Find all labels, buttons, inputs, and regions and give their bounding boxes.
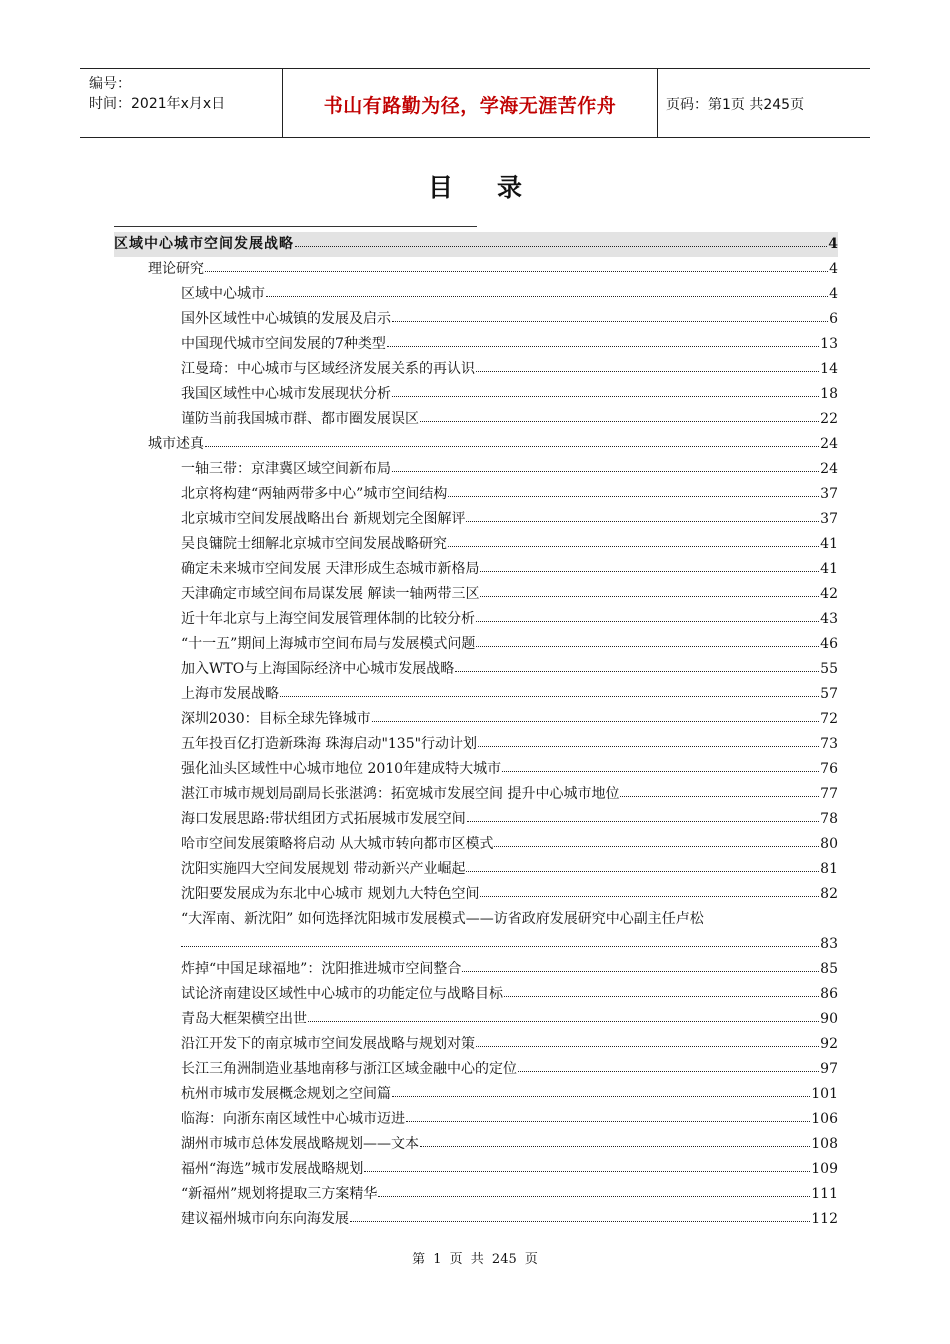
- toc-entry-title: 中国现代城市空间发展的7种类型: [181, 336, 386, 352]
- toc-entry-title: 五年投百亿打造新珠海 珠海启动"135"行动计划: [181, 736, 478, 752]
- toc-entry-page: 108: [811, 1136, 838, 1152]
- toc-entry-page: 97: [820, 1061, 838, 1077]
- header-page-cell: [658, 69, 870, 137]
- toc-entry-title: 沈阳实施四大空间发展规划 带动新兴产业崛起: [181, 861, 466, 877]
- toc-entry-page: 101: [811, 1086, 838, 1102]
- toc-entry-title: 海口发展思路:带状组团方式拓展城市发展空间: [181, 811, 466, 827]
- toc-entry[interactable]: [114, 457, 838, 482]
- toc-entry[interactable]: [114, 857, 838, 882]
- toc-entry-title: 沿江开发下的南京城市空间发展战略与规划对策: [181, 1036, 475, 1052]
- toc-entry[interactable]: [114, 1207, 838, 1232]
- toc-entry-page: 22: [820, 411, 838, 427]
- page-title: 目录: [427, 173, 566, 202]
- toc-entry-title: 一轴三带：京津冀区域空间新布局: [181, 461, 391, 477]
- document-number-label: 编号：: [89, 76, 131, 92]
- toc-entry-title: “大浑南、新沈阳” 如何选择沈阳城市发展模式——访省政府发展研究中心副主任卢松: [181, 911, 704, 927]
- toc-entry-title: 城市述真: [148, 436, 204, 452]
- toc-entry[interactable]: [114, 832, 838, 857]
- toc-leader-dots: [476, 1046, 819, 1047]
- toc-entry-page: 90: [820, 1011, 838, 1027]
- toc-leader-dots: [280, 696, 819, 697]
- toc-entry[interactable]: [114, 657, 838, 682]
- toc-entry-page: 80: [820, 836, 838, 852]
- toc-entry[interactable]: [114, 1032, 838, 1057]
- toc-leader-dots: [518, 1071, 819, 1072]
- toc-leader-dots: [476, 371, 819, 372]
- toc-leader-dots: [350, 1221, 810, 1222]
- toc-entry-title: 国外区域性中心城镇的发展及启示: [181, 311, 391, 327]
- toc-entry-title: 区域中心城市: [181, 286, 265, 302]
- toc-entry-title: 试论济南建设区域性中心城市的功能定位与战略目标: [181, 986, 503, 1002]
- toc-entry-page: 112: [811, 1211, 838, 1227]
- toc-entry-title: 杭州市城市发展概念规划之空间篇: [181, 1086, 391, 1102]
- toc-entry-title: 确定未来城市空间发展 天津形成生态城市新格局: [181, 561, 480, 577]
- toc-leader-dots: [392, 321, 828, 322]
- toc-leader-dots: [476, 646, 819, 647]
- toc-entry-page: 37: [820, 486, 838, 502]
- toc-leader-dots: [494, 846, 819, 847]
- toc-entry-page: 85: [820, 961, 838, 977]
- toc-leader-dots: [448, 496, 819, 497]
- toc-entry-title: 青岛大框架横空出世: [181, 1011, 307, 1027]
- toc-entry-page: 109: [811, 1161, 838, 1177]
- toc-entry[interactable]: [114, 1107, 838, 1132]
- toc-entry-title: 北京城市空间发展战略出台 新规划完全图解评: [181, 511, 466, 527]
- toc-entry[interactable]: [114, 482, 838, 507]
- toc-leader-dots: [205, 271, 828, 272]
- header-page-info: 页码：第1页 共245页: [666, 97, 805, 113]
- toc-entry[interactable]: [114, 357, 838, 382]
- table-of-contents: [114, 232, 838, 1232]
- header-meta-cell: [80, 69, 282, 137]
- toc-entry-title: 谨防当前我国城市群、都市圈发展误区: [181, 411, 419, 427]
- toc-entry-title: 区域中心城市空间发展战略: [114, 236, 294, 252]
- toc-entry-title: 北京将构建“两轴两带多中心”城市空间结构: [181, 486, 448, 502]
- toc-entry[interactable]: [114, 232, 838, 257]
- toc-leader-dots: [378, 1196, 810, 1197]
- toc-entry-page: 78: [820, 811, 838, 827]
- toc-leader-dots: [480, 571, 819, 572]
- toc-entry[interactable]: [114, 557, 838, 582]
- toc-leader-dots: [420, 421, 819, 422]
- toc-entry-title: 天津确定市域空间布局谋发展 解读一轴两带三区: [181, 586, 480, 602]
- toc-entry-page: 111: [811, 1186, 838, 1202]
- toc-entry[interactable]: [114, 707, 838, 732]
- toc-entry[interactable]: [114, 432, 838, 457]
- toc-leader-dots: [266, 296, 828, 297]
- toc-entry-page: 4: [829, 261, 838, 277]
- toc-leader-dots: [295, 246, 827, 247]
- toc-entry-title: 临海：向浙东南区域性中心城市迈进: [181, 1111, 405, 1127]
- header-motto: 书山有路勤为径，学海无涯苦作舟: [323, 95, 617, 117]
- toc-leader-dots: [504, 996, 819, 997]
- toc-entry-title: 福州“海选”城市发展战略规划: [181, 1161, 364, 1177]
- toc-leader-dots: [205, 446, 819, 447]
- toc-leader-dots: [448, 546, 819, 547]
- toc-entry[interactable]: [114, 532, 838, 557]
- toc-entry[interactable]: [114, 982, 838, 1007]
- toc-entry-page: 83: [820, 936, 838, 952]
- toc-entry-page: 57: [820, 686, 838, 702]
- toc-leader-dots: [372, 721, 819, 722]
- toc-entry-page: 92: [820, 1036, 838, 1052]
- toc-entry-page: 86: [820, 986, 838, 1002]
- toc-entry[interactable]: [114, 307, 838, 332]
- toc-entry-page: 18: [820, 386, 838, 402]
- toc-entry[interactable]: [114, 407, 838, 432]
- toc-entry[interactable]: [114, 632, 838, 657]
- toc-entry-title: 强化汕头区域性中心城市地位 2010年建成特大城市: [181, 761, 502, 777]
- toc-entry-title: 上海市发展战略: [181, 686, 279, 702]
- toc-leader-dots: [502, 771, 819, 772]
- toc-entry[interactable]: [114, 732, 838, 757]
- toc-leader-dots: [308, 1021, 819, 1022]
- toc-entry-page: 41: [820, 561, 838, 577]
- toc-entry-title: 深圳2030：目标全球先锋城市: [181, 711, 371, 727]
- toc-entry[interactable]: [114, 882, 838, 907]
- toc-entry-page: 55: [820, 661, 838, 677]
- toc-entry[interactable]: [114, 332, 838, 357]
- toc-leader-dots: [466, 871, 819, 872]
- toc-entry[interactable]: [114, 582, 838, 607]
- toc-leader-dots: [467, 821, 819, 822]
- toc-entry-page: 24: [820, 461, 838, 477]
- toc-entry-page: 37: [820, 511, 838, 527]
- toc-entry-title: 长江三角洲制造业基地南移与浙江区域金融中心的定位: [181, 1061, 517, 1077]
- toc-entry-title: 加入WTO与上海国际经济中心城市发展战略: [181, 661, 455, 677]
- toc-leader-dots: [478, 746, 819, 747]
- toc-leader-dots: [466, 521, 819, 522]
- toc-leader-dots: [406, 1121, 810, 1122]
- toc-entry[interactable]: [114, 957, 838, 982]
- toc-entry-page: 81: [820, 861, 838, 877]
- toc-entry[interactable]: [114, 1082, 838, 1107]
- toc-entry-page: 4: [829, 286, 838, 302]
- toc-entry[interactable]: [114, 782, 838, 807]
- toc-entry[interactable]: [114, 1057, 838, 1082]
- toc-leader-dots: [181, 946, 819, 947]
- toc-entry[interactable]: [114, 1157, 838, 1182]
- title-divider: [114, 226, 477, 227]
- toc-leader-dots: [476, 621, 819, 622]
- toc-entry-page: 82: [820, 886, 838, 902]
- toc-entry[interactable]: [114, 382, 838, 407]
- toc-entry-title: 江曼琦：中心城市与区域经济发展关系的再认识: [181, 361, 475, 377]
- toc-entry[interactable]: [114, 257, 838, 282]
- page-footer: 第 1 页 共 245 页: [412, 1252, 538, 1267]
- toc-entry-title: 理论研究: [148, 261, 204, 277]
- toc-entry-title: 吴良镛院士细解北京城市空间发展战略研究: [181, 536, 447, 552]
- toc-leader-dots: [420, 1146, 810, 1147]
- toc-entry[interactable]: [114, 932, 838, 957]
- toc-entry-title: 我国区域性中心城市发展现状分析: [181, 386, 391, 402]
- toc-entry-page: 14: [820, 361, 838, 377]
- toc-leader-dots: [392, 471, 819, 472]
- document-header: [80, 68, 870, 138]
- toc-leader-dots: [392, 1096, 810, 1097]
- toc-leader-dots: [480, 596, 819, 597]
- toc-entry[interactable]: [114, 607, 838, 632]
- toc-entry-page: 41: [820, 536, 838, 552]
- toc-entry-page: 6: [829, 311, 838, 327]
- toc-entry[interactable]: [114, 757, 838, 782]
- toc-entry-title: 湖州市城市总体发展战略规划——文本: [181, 1136, 419, 1152]
- toc-leader-dots: [620, 796, 819, 797]
- toc-leader-dots: [480, 896, 819, 897]
- toc-entry-page: 4: [828, 236, 838, 252]
- toc-entry-page: 13: [820, 336, 838, 352]
- toc-entry-page: 24: [820, 436, 838, 452]
- toc-entry[interactable]: [114, 282, 838, 307]
- toc-entry[interactable]: [114, 1007, 838, 1032]
- toc-entry[interactable]: [114, 507, 838, 532]
- document-date: 时间：2021年x月x日: [89, 96, 226, 112]
- toc-entry-page: 72: [820, 711, 838, 727]
- toc-entry-title: 建议福州城市向东向海发展: [181, 1211, 349, 1227]
- toc-entry[interactable]: [114, 1182, 838, 1207]
- header-motto-cell: [282, 69, 658, 137]
- toc-entry[interactable]: [114, 1132, 838, 1157]
- toc-entry[interactable]: [114, 807, 838, 832]
- toc-entry-title: “新福州”规划将提取三方案精华: [181, 1186, 378, 1202]
- toc-entry-title: 湛江市城市规划局副局长张湛鸿：拓宽城市发展空间 提升中心城市地位: [181, 786, 620, 802]
- toc-leader-dots: [364, 1171, 810, 1172]
- toc-entry-title: 哈市空间发展策略将启动 从大城市转向都市区模式: [181, 836, 494, 852]
- toc-leader-dots: [392, 396, 819, 397]
- toc-entry[interactable]: [114, 682, 838, 707]
- toc-entry[interactable]: [114, 907, 838, 932]
- toc-entry-title: 炸掉“中国足球福地”：沈阳推进城市空间整合: [181, 961, 462, 977]
- toc-entry-page: 73: [820, 736, 838, 752]
- toc-leader-dots: [387, 346, 819, 347]
- toc-entry-title: “十一五”期间上海城市空间布局与发展模式问题: [181, 636, 476, 652]
- toc-entry-page: 106: [811, 1111, 838, 1127]
- toc-entry-page: 76: [820, 761, 838, 777]
- toc-leader-dots: [455, 671, 819, 672]
- toc-entry-page: 42: [820, 586, 838, 602]
- toc-leader-dots: [462, 971, 819, 972]
- toc-entry-page: 77: [820, 786, 838, 802]
- toc-entry-title: 沈阳要发展成为东北中心城市 规划九大特色空间: [181, 886, 480, 902]
- toc-entry-title: 近十年北京与上海空间发展管理体制的比较分析: [181, 611, 475, 627]
- toc-entry-page: 43: [820, 611, 838, 627]
- toc-entry-page: 46: [820, 636, 838, 652]
